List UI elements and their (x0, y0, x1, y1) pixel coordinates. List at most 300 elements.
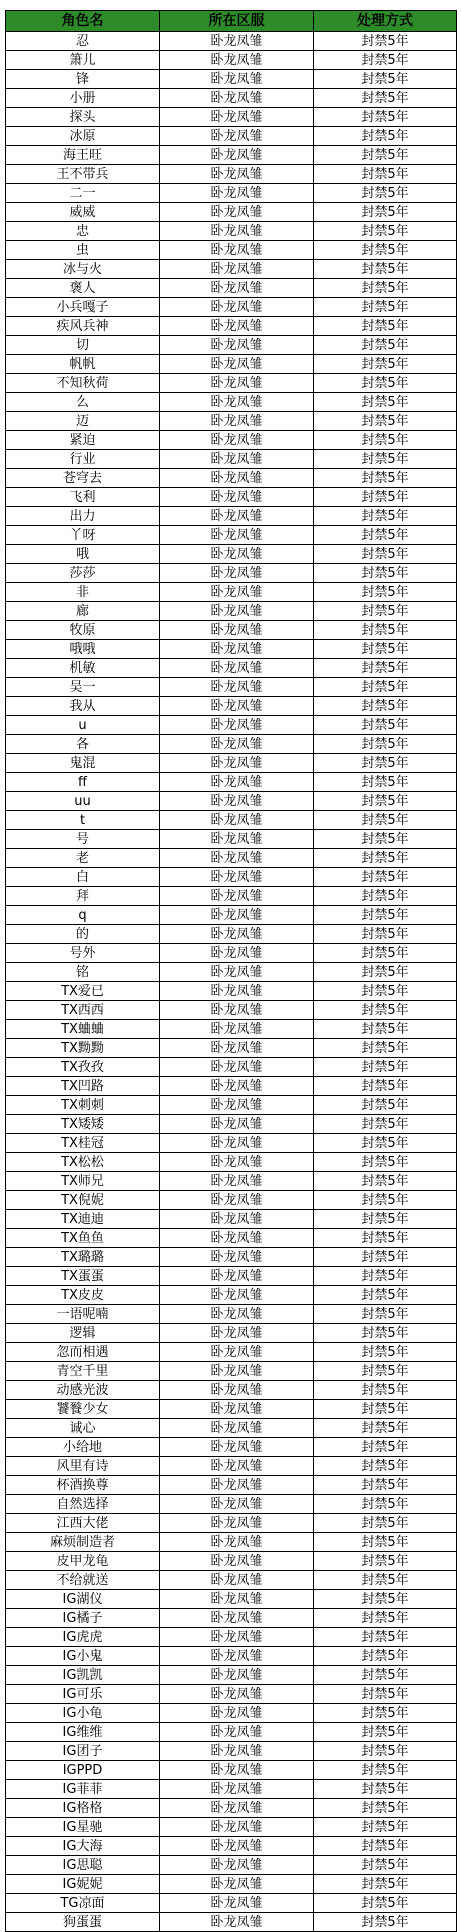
cell-role-name: TX黝黝 (6, 1039, 160, 1058)
cell-role-name: 切 (6, 336, 160, 355)
table-row (6, 1571, 457, 1590)
table-row (6, 944, 457, 963)
table-row (6, 868, 457, 887)
header-action: 处理方式 (314, 11, 457, 32)
cell-action: 封禁5年 (314, 716, 457, 735)
cell-role-name: TX松松 (6, 1153, 160, 1172)
cell-role-name: 帆帆 (6, 355, 160, 374)
cell-server: 卧龙凤雏 (160, 1704, 314, 1723)
table-row (6, 1742, 457, 1761)
cell-role-name: 忽而相遇 (6, 1343, 160, 1362)
cell-role-name: 江西大佬 (6, 1514, 160, 1533)
cell-role-name: TX皮皮 (6, 1286, 160, 1305)
table-row (6, 1400, 457, 1419)
cell-server: 卧龙凤雏 (160, 1438, 314, 1457)
cell-action: 封禁5年 (314, 1837, 457, 1856)
cell-role-name: 不知秋荷 (6, 374, 160, 393)
cell-server: 卧龙凤雏 (160, 754, 314, 773)
cell-server: 卧龙凤雏 (160, 298, 314, 317)
table-row (6, 1514, 457, 1533)
table-row (6, 982, 457, 1001)
cell-role-name: q (6, 906, 160, 925)
cell-role-name: 廊 (6, 602, 160, 621)
table-body (6, 32, 457, 1932)
cell-server: 卧龙凤雏 (160, 1780, 314, 1799)
table-row (6, 431, 457, 450)
cell-role-name: 王不带兵 (6, 165, 160, 184)
cell-action: 封禁5年 (314, 925, 457, 944)
cell-role-name: 老 (6, 849, 160, 868)
cell-role-name: 丫呀 (6, 526, 160, 545)
cell-server: 卧龙凤雏 (160, 1628, 314, 1647)
table-row (6, 716, 457, 735)
cell-role-name: 各 (6, 735, 160, 754)
cell-server: 卧龙凤雏 (160, 868, 314, 887)
table-row (6, 583, 457, 602)
cell-server: 卧龙凤雏 (160, 165, 314, 184)
table-row (6, 1267, 457, 1286)
cell-server: 卧龙凤雏 (160, 241, 314, 260)
cell-action: 封禁5年 (314, 1875, 457, 1894)
cell-server: 卧龙凤雏 (160, 1267, 314, 1286)
table-row (6, 773, 457, 792)
table-row (6, 1001, 457, 1020)
table-row (6, 1457, 457, 1476)
cell-action: 封禁5年 (314, 70, 457, 89)
cell-server: 卧龙凤雏 (160, 1514, 314, 1533)
cell-action: 封禁5年 (314, 1172, 457, 1191)
cell-action: 封禁5年 (314, 640, 457, 659)
table-row (6, 355, 457, 374)
cell-server: 卧龙凤雏 (160, 583, 314, 602)
cell-action: 封禁5年 (314, 564, 457, 583)
cell-action: 封禁5年 (314, 1305, 457, 1324)
cell-server: 卧龙凤雏 (160, 32, 314, 51)
table-row (6, 659, 457, 678)
cell-server: 卧龙凤雏 (160, 374, 314, 393)
cell-role-name: TX刺刺 (6, 1096, 160, 1115)
cell-server: 卧龙凤雏 (160, 355, 314, 374)
cell-role-name: 迈 (6, 412, 160, 431)
cell-action: 封禁5年 (314, 1552, 457, 1571)
table-row (6, 925, 457, 944)
table-row (6, 1837, 457, 1856)
cell-role-name: TX凹路 (6, 1077, 160, 1096)
table-row (6, 754, 457, 773)
table-row (6, 963, 457, 982)
cell-role-name: TX矮矮 (6, 1115, 160, 1134)
cell-action: 封禁5年 (314, 849, 457, 868)
table-row (6, 849, 457, 868)
cell-server: 卧龙凤雏 (160, 621, 314, 640)
table-row (6, 1818, 457, 1837)
cell-role-name: 吴一 (6, 678, 160, 697)
cell-role-name: 非 (6, 583, 160, 602)
cell-action: 封禁5年 (314, 1723, 457, 1742)
cell-role-name: 行业 (6, 450, 160, 469)
cell-server: 卧龙凤雏 (160, 1647, 314, 1666)
cell-role-name: 小册 (6, 89, 160, 108)
table-row (6, 393, 457, 412)
cell-action: 封禁5年 (314, 1001, 457, 1020)
cell-role-name: IG大海 (6, 1837, 160, 1856)
cell-action: 封禁5年 (314, 1609, 457, 1628)
cell-role-name: IG橘子 (6, 1609, 160, 1628)
cell-role-name: 牧原 (6, 621, 160, 640)
cell-action: 封禁5年 (314, 1799, 457, 1818)
cell-server: 卧龙凤雏 (160, 1761, 314, 1780)
cell-server: 卧龙凤雏 (160, 222, 314, 241)
cell-server: 卧龙凤雏 (160, 260, 314, 279)
table-row (6, 1666, 457, 1685)
cell-action: 封禁5年 (314, 1913, 457, 1932)
cell-role-name: TX西西 (6, 1001, 160, 1020)
table-row (6, 1438, 457, 1457)
table-row (6, 1172, 457, 1191)
cell-action: 封禁5年 (314, 1780, 457, 1799)
ban-list-sheet (5, 10, 456, 1932)
cell-server: 卧龙凤雏 (160, 1495, 314, 1514)
cell-server: 卧龙凤雏 (160, 602, 314, 621)
table-row (6, 1248, 457, 1267)
cell-server: 卧龙凤雏 (160, 89, 314, 108)
table-row (6, 526, 457, 545)
cell-action: 封禁5年 (314, 1210, 457, 1229)
cell-action: 封禁5年 (314, 678, 457, 697)
table-row (6, 488, 457, 507)
header-row (6, 11, 457, 32)
header-role-name: 角色名 (6, 11, 160, 32)
cell-server: 卧龙凤雏 (160, 1723, 314, 1742)
table-row (6, 1324, 457, 1343)
cell-role-name: 么 (6, 393, 160, 412)
cell-role-name: 冰原 (6, 127, 160, 146)
cell-server: 卧龙凤雏 (160, 849, 314, 868)
cell-role-name: 虫 (6, 241, 160, 260)
cell-action: 封禁5年 (314, 108, 457, 127)
cell-server: 卧龙凤雏 (160, 336, 314, 355)
cell-action: 封禁5年 (314, 754, 457, 773)
cell-action: 封禁5年 (314, 298, 457, 317)
cell-role-name: TG凉面 (6, 1894, 160, 1913)
cell-role-name: 忠 (6, 222, 160, 241)
cell-server: 卧龙凤雏 (160, 811, 314, 830)
cell-action: 封禁5年 (314, 1058, 457, 1077)
cell-action: 封禁5年 (314, 1628, 457, 1647)
cell-server: 卧龙凤雏 (160, 279, 314, 298)
cell-role-name: 飞利 (6, 488, 160, 507)
cell-role-name: ff (6, 773, 160, 792)
cell-server: 卧龙凤雏 (160, 944, 314, 963)
table-row (6, 1191, 457, 1210)
cell-action: 封禁5年 (314, 792, 457, 811)
header-server: 所在区服 (160, 11, 314, 32)
table-row (6, 1761, 457, 1780)
cell-role-name: 拜 (6, 887, 160, 906)
cell-server: 卧龙凤雏 (160, 1742, 314, 1761)
table-row (6, 1476, 457, 1495)
table-row (6, 906, 457, 925)
cell-server: 卧龙凤雏 (160, 1419, 314, 1438)
cell-action: 封禁5年 (314, 1115, 457, 1134)
cell-action: 封禁5年 (314, 583, 457, 602)
cell-action: 封禁5年 (314, 1286, 457, 1305)
table-row (6, 1419, 457, 1438)
cell-server: 卧龙凤雏 (160, 1172, 314, 1191)
cell-role-name: IG菲菲 (6, 1780, 160, 1799)
cell-server: 卧龙凤雏 (160, 1229, 314, 1248)
cell-role-name: 鬼混 (6, 754, 160, 773)
cell-action: 封禁5年 (314, 1381, 457, 1400)
cell-action: 封禁5年 (314, 545, 457, 564)
table-row (6, 1533, 457, 1552)
cell-server: 卧龙凤雏 (160, 1362, 314, 1381)
cell-action: 封禁5年 (314, 1020, 457, 1039)
cell-action: 封禁5年 (314, 469, 457, 488)
table-row (6, 450, 457, 469)
cell-server: 卧龙凤雏 (160, 507, 314, 526)
cell-server: 卧龙凤雏 (160, 1552, 314, 1571)
cell-server: 卧龙凤雏 (160, 1058, 314, 1077)
cell-server: 卧龙凤雏 (160, 1457, 314, 1476)
table-row (6, 1894, 457, 1913)
cell-server: 卧龙凤雏 (160, 1685, 314, 1704)
cell-action: 封禁5年 (314, 1590, 457, 1609)
cell-server: 卧龙凤雏 (160, 1894, 314, 1913)
table-row (6, 564, 457, 583)
table-row (6, 1134, 457, 1153)
cell-role-name: TX爱已 (6, 982, 160, 1001)
table-row (6, 1020, 457, 1039)
cell-action: 封禁5年 (314, 621, 457, 640)
cell-action: 封禁5年 (314, 165, 457, 184)
cell-action: 封禁5年 (314, 184, 457, 203)
table-row (6, 298, 457, 317)
cell-role-name: IG凯凯 (6, 1666, 160, 1685)
table-row (6, 1039, 457, 1058)
cell-action: 封禁5年 (314, 412, 457, 431)
cell-role-name: uu (6, 792, 160, 811)
cell-server: 卧龙凤雏 (160, 697, 314, 716)
cell-action: 封禁5年 (314, 887, 457, 906)
cell-action: 封禁5年 (314, 146, 457, 165)
cell-action: 封禁5年 (314, 1400, 457, 1419)
cell-action: 封禁5年 (314, 1533, 457, 1552)
cell-role-name: 风里有诗 (6, 1457, 160, 1476)
cell-action: 封禁5年 (314, 811, 457, 830)
cell-role-name: IG维维 (6, 1723, 160, 1742)
cell-role-name: 小给地 (6, 1438, 160, 1457)
cell-server: 卧龙凤雏 (160, 1666, 314, 1685)
cell-action: 封禁5年 (314, 51, 457, 70)
table-row (6, 1343, 457, 1362)
cell-role-name: 褒人 (6, 279, 160, 298)
cell-action: 封禁5年 (314, 526, 457, 545)
cell-action: 封禁5年 (314, 203, 457, 222)
table-row (6, 1305, 457, 1324)
cell-server: 卧龙凤雏 (160, 526, 314, 545)
table-row (6, 336, 457, 355)
cell-action: 封禁5年 (314, 1248, 457, 1267)
cell-action: 封禁5年 (314, 1761, 457, 1780)
cell-server: 卧龙凤雏 (160, 640, 314, 659)
table-row (6, 1229, 457, 1248)
cell-server: 卧龙凤雏 (160, 545, 314, 564)
cell-role-name: TX桂冠 (6, 1134, 160, 1153)
table-row (6, 203, 457, 222)
cell-server: 卧龙凤雏 (160, 1248, 314, 1267)
cell-action: 封禁5年 (314, 32, 457, 51)
cell-role-name: TX师兄 (6, 1172, 160, 1191)
cell-role-name: t (6, 811, 160, 830)
cell-server: 卧龙凤雏 (160, 393, 314, 412)
cell-role-name: 铭 (6, 963, 160, 982)
table-row (6, 89, 457, 108)
cell-action: 封禁5年 (314, 89, 457, 108)
cell-action: 封禁5年 (314, 602, 457, 621)
cell-role-name: IG可乐 (6, 1685, 160, 1704)
table-row (6, 1210, 457, 1229)
cell-server: 卧龙凤雏 (160, 906, 314, 925)
cell-role-name: 探头 (6, 108, 160, 127)
cell-action: 封禁5年 (314, 963, 457, 982)
cell-server: 卧龙凤雏 (160, 982, 314, 1001)
cell-role-name: 出力 (6, 507, 160, 526)
cell-server: 卧龙凤雏 (160, 450, 314, 469)
cell-role-name: TX孜孜 (6, 1058, 160, 1077)
table-row (6, 165, 457, 184)
cell-role-name: 的 (6, 925, 160, 944)
cell-role-name: IG星驰 (6, 1818, 160, 1837)
table-row (6, 1058, 457, 1077)
cell-server: 卧龙凤雏 (160, 1533, 314, 1552)
cell-action: 封禁5年 (314, 868, 457, 887)
ban-list-table (5, 10, 457, 1932)
cell-server: 卧龙凤雏 (160, 1134, 314, 1153)
cell-server: 卧龙凤雏 (160, 1875, 314, 1894)
cell-action: 封禁5年 (314, 1419, 457, 1438)
cell-role-name: 疾风兵神 (6, 317, 160, 336)
cell-server: 卧龙凤雏 (160, 564, 314, 583)
cell-role-name: 杯酒换尊 (6, 1476, 160, 1495)
cell-action: 封禁5年 (314, 944, 457, 963)
cell-role-name: TX蛐蛐 (6, 1020, 160, 1039)
cell-action: 封禁5年 (314, 1153, 457, 1172)
cell-server: 卧龙凤雏 (160, 1077, 314, 1096)
table-row (6, 1077, 457, 1096)
cell-server: 卧龙凤雏 (160, 1856, 314, 1875)
table-row (6, 146, 457, 165)
table-row (6, 1096, 457, 1115)
cell-role-name: TX鱼鱼 (6, 1229, 160, 1248)
cell-server: 卧龙凤雏 (160, 1590, 314, 1609)
cell-server: 卧龙凤雏 (160, 963, 314, 982)
table-row (6, 545, 457, 564)
cell-action: 封禁5年 (314, 450, 457, 469)
cell-action: 封禁5年 (314, 1039, 457, 1058)
table-row (6, 184, 457, 203)
cell-role-name: 我从 (6, 697, 160, 716)
table-row (6, 1704, 457, 1723)
cell-action: 封禁5年 (314, 1514, 457, 1533)
cell-action: 封禁5年 (314, 1343, 457, 1362)
cell-action: 封禁5年 (314, 1704, 457, 1723)
cell-action: 封禁5年 (314, 1134, 457, 1153)
cell-role-name: 哦哦 (6, 640, 160, 659)
cell-role-name: 二一 (6, 184, 160, 203)
table-row (6, 678, 457, 697)
cell-server: 卧龙凤雏 (160, 488, 314, 507)
cell-role-name: 自然选择 (6, 1495, 160, 1514)
cell-server: 卧龙凤雏 (160, 735, 314, 754)
cell-action: 封禁5年 (314, 1362, 457, 1381)
cell-role-name: 忍 (6, 32, 160, 51)
cell-server: 卧龙凤雏 (160, 1115, 314, 1134)
table-row (6, 507, 457, 526)
cell-role-name: 动感光波 (6, 1381, 160, 1400)
cell-action: 封禁5年 (314, 1571, 457, 1590)
cell-action: 封禁5年 (314, 1096, 457, 1115)
cell-role-name: 狗蛋蛋 (6, 1913, 160, 1932)
cell-action: 封禁5年 (314, 317, 457, 336)
table-row (6, 412, 457, 431)
cell-role-name: 青空千里 (6, 1362, 160, 1381)
table-row (6, 51, 457, 70)
cell-server: 卧龙凤雏 (160, 1818, 314, 1837)
cell-server: 卧龙凤雏 (160, 51, 314, 70)
cell-server: 卧龙凤雏 (160, 1476, 314, 1495)
table-row (6, 1780, 457, 1799)
cell-role-name: IG湖仪 (6, 1590, 160, 1609)
table-row (6, 1552, 457, 1571)
table-row (6, 1495, 457, 1514)
cell-role-name: 饕餮少女 (6, 1400, 160, 1419)
cell-server: 卧龙凤雏 (160, 925, 314, 944)
cell-server: 卧龙凤雏 (160, 70, 314, 89)
table-row (6, 1856, 457, 1875)
table-row (6, 1628, 457, 1647)
cell-action: 封禁5年 (314, 431, 457, 450)
cell-action: 封禁5年 (314, 241, 457, 260)
cell-role-name: TX璐璐 (6, 1248, 160, 1267)
cell-role-name: IG妮妮 (6, 1875, 160, 1894)
table-row (6, 1647, 457, 1666)
table-row (6, 1875, 457, 1894)
cell-action: 封禁5年 (314, 1856, 457, 1875)
cell-role-name: IG小鬼 (6, 1647, 160, 1666)
table-row (6, 1609, 457, 1628)
cell-server: 卧龙凤雏 (160, 678, 314, 697)
table-row (6, 127, 457, 146)
cell-role-name: IG思聪 (6, 1856, 160, 1875)
cell-action: 封禁5年 (314, 260, 457, 279)
cell-server: 卧龙凤雏 (160, 1913, 314, 1932)
cell-action: 封禁5年 (314, 659, 457, 678)
cell-action: 封禁5年 (314, 773, 457, 792)
table-row (6, 32, 457, 51)
cell-server: 卧龙凤雏 (160, 431, 314, 450)
cell-role-name: 不给就送 (6, 1571, 160, 1590)
cell-server: 卧龙凤雏 (160, 1039, 314, 1058)
table-row (6, 1362, 457, 1381)
cell-server: 卧龙凤雏 (160, 1210, 314, 1229)
table-row (6, 1723, 457, 1742)
cell-action: 封禁5年 (314, 1742, 457, 1761)
table-row (6, 1590, 457, 1609)
cell-server: 卧龙凤雏 (160, 1001, 314, 1020)
table-row (6, 697, 457, 716)
cell-role-name: 冰与火 (6, 260, 160, 279)
